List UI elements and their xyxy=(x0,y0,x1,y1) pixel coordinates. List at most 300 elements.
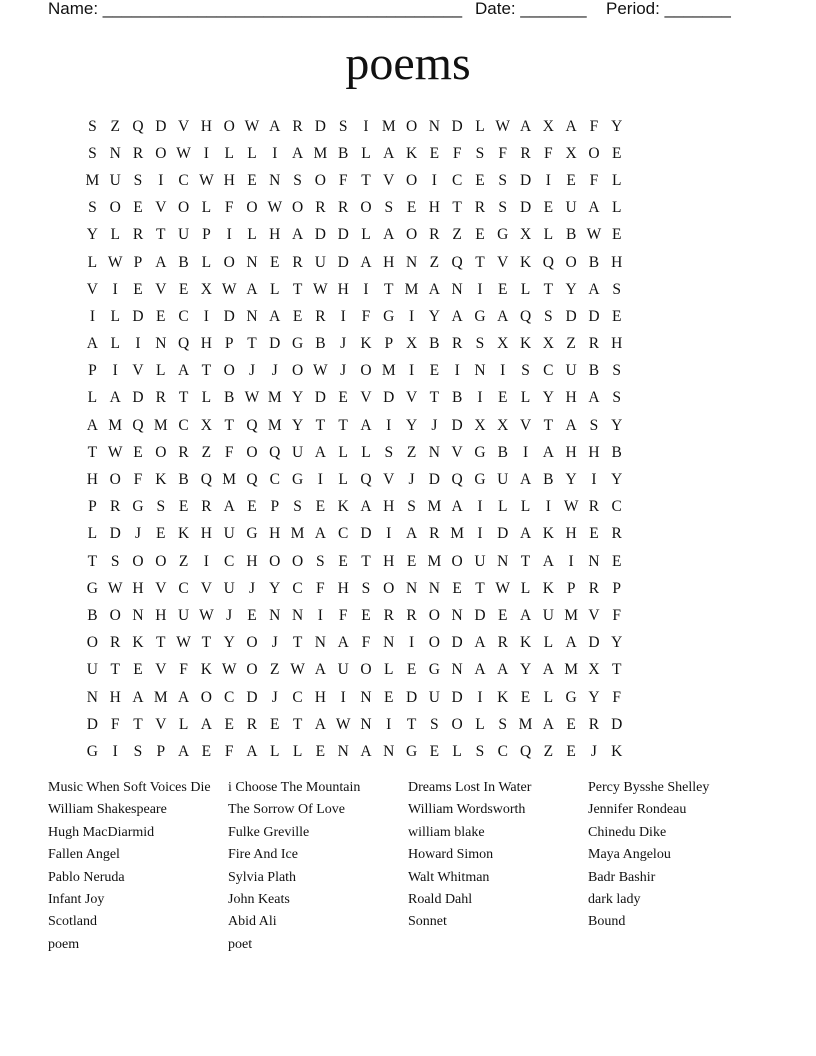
grid-letter: J xyxy=(340,335,347,353)
grid-letter: N xyxy=(428,579,440,597)
grid-letter: L xyxy=(270,742,280,760)
grid-letter: R xyxy=(429,226,440,244)
grid-letter: W xyxy=(267,199,283,217)
grid-letter: W xyxy=(563,498,579,516)
grid-letter: E xyxy=(498,606,508,624)
grid-letter: S xyxy=(612,362,622,380)
grid-letter: E xyxy=(247,606,257,624)
grid-letter: S xyxy=(544,307,553,325)
grid-letter: Q xyxy=(542,253,554,271)
grid-letter: R xyxy=(474,199,486,217)
grid-letter: D xyxy=(337,226,349,244)
grid-letter: S xyxy=(338,117,348,135)
grid-letter: H xyxy=(132,579,144,597)
grid-letter: F xyxy=(612,606,622,624)
grid-letter: N xyxy=(383,634,395,652)
grid-letter: I xyxy=(317,471,323,489)
grid-letter: H xyxy=(314,688,326,706)
grid-letter: M xyxy=(267,416,282,434)
grid-letter: J xyxy=(271,362,278,380)
grid-letter: Z xyxy=(178,552,189,570)
grid-letter: O xyxy=(246,199,258,217)
grid-letter: J xyxy=(340,362,347,380)
grid-letter: Y xyxy=(611,416,623,434)
grid-letter: D xyxy=(565,307,577,325)
grid-letter: R xyxy=(315,199,326,217)
grid-letter: Q xyxy=(246,416,258,434)
grid-letter: F xyxy=(224,443,234,461)
word-list-column xyxy=(408,777,588,956)
grid-letter: X xyxy=(200,280,212,298)
grid-letter: C xyxy=(497,742,508,760)
grid-letter: I xyxy=(522,443,529,461)
grid-letter: U xyxy=(223,525,235,543)
grid-letter: W xyxy=(221,280,237,298)
grid-letter: O xyxy=(405,117,418,135)
grid-letter: E xyxy=(270,715,280,733)
grid-letter: J xyxy=(590,742,597,760)
grid-letter: Q xyxy=(177,335,190,353)
grid-letter: T xyxy=(475,579,485,597)
word-list-item: Fulke Greville xyxy=(228,824,310,840)
grid-letter: O xyxy=(177,199,190,217)
grid-letter: B xyxy=(429,335,440,353)
grid-letter: M xyxy=(381,117,396,135)
grid-row xyxy=(81,684,742,711)
grid-letter: A xyxy=(542,443,554,461)
word-list-item: Chinedu Dike xyxy=(588,824,667,840)
grid-row xyxy=(81,167,742,194)
grid-letter: S xyxy=(475,742,485,760)
grid-letter: S xyxy=(156,498,166,516)
grid-letter: O xyxy=(451,715,463,733)
grid-letter: O xyxy=(405,226,418,244)
grid-letter: N xyxy=(246,307,258,325)
grid-letter: A xyxy=(86,416,98,434)
grid-letter: D xyxy=(611,715,623,733)
grid-letter: M xyxy=(108,416,123,434)
grid-letter: O xyxy=(223,117,235,135)
grid-letter: G xyxy=(474,443,486,461)
grid-letter: M xyxy=(290,525,305,543)
grid-letter: U xyxy=(497,471,509,489)
grid-letter: O xyxy=(246,443,258,461)
grid-letter: U xyxy=(565,362,577,380)
grid-letter: A xyxy=(383,226,395,244)
grid-letter: T xyxy=(338,416,348,434)
grid-letter: O xyxy=(383,579,395,597)
grid-row xyxy=(81,358,742,385)
word-list-item: william blake xyxy=(408,824,485,840)
grid-letter: X xyxy=(200,416,212,434)
grid-letter: Q xyxy=(451,253,463,271)
grid-letter: I xyxy=(340,307,346,325)
grid-letter: X xyxy=(497,335,509,353)
grid-letter: A xyxy=(428,280,440,298)
grid-letter: E xyxy=(224,715,234,733)
grid-letter: I xyxy=(112,362,118,380)
grid-row xyxy=(81,222,742,249)
grid-letter: O xyxy=(314,171,326,189)
grid-letter: D xyxy=(132,307,144,325)
grid-letter: S xyxy=(612,280,622,298)
grid-letter: A xyxy=(223,498,235,516)
grid-letter: D xyxy=(337,253,349,271)
grid-letter: L xyxy=(270,280,280,298)
grid-letter: D xyxy=(109,525,121,543)
grid-letter: G xyxy=(474,471,486,489)
grid-letter: D xyxy=(360,525,372,543)
grid-letter: V xyxy=(155,715,167,733)
grid-letter: S xyxy=(612,389,622,407)
grid-letter: X xyxy=(497,416,509,434)
grid-letter: O xyxy=(291,199,304,217)
grid-letter: Q xyxy=(269,443,281,461)
word-list-item: John Keats xyxy=(228,892,290,908)
grid-letter: F xyxy=(133,471,143,489)
grid-letter: O xyxy=(246,634,258,652)
grid-letter: U xyxy=(337,661,349,679)
grid-letter: W xyxy=(199,171,214,189)
grid-letter: A xyxy=(132,688,144,706)
grid-letter: D xyxy=(383,389,395,407)
word-list-item: Abid Ali xyxy=(228,914,277,930)
grid-row xyxy=(81,630,742,657)
grid-letter: G xyxy=(246,525,258,543)
word-list-item: i Choose The Mountain xyxy=(228,780,361,795)
grid-letter: O xyxy=(360,661,372,679)
grid-letter: F xyxy=(452,144,462,162)
word-list-column xyxy=(48,777,228,956)
grid-letter: L xyxy=(247,144,257,162)
grid-letter: S xyxy=(384,199,394,217)
grid-letter: V xyxy=(155,661,167,679)
grid-letter: E xyxy=(611,552,622,570)
grid-letter: M xyxy=(450,525,465,543)
grid-letter: A xyxy=(360,416,372,434)
grid-letter: Q xyxy=(519,307,532,325)
grid-letter: Q xyxy=(246,471,258,489)
grid-letter: W xyxy=(107,443,123,461)
grid-letter: I xyxy=(226,226,232,244)
worksheet-header xyxy=(0,0,816,20)
grid-letter: I xyxy=(477,525,483,543)
grid-letter: O xyxy=(360,362,372,380)
grid-letter: E xyxy=(338,389,348,407)
grid-letter: N xyxy=(405,579,418,597)
grid-letter: I xyxy=(545,171,551,189)
grid-letter: A xyxy=(337,634,349,652)
grid-letter: D xyxy=(588,307,600,325)
grid-letter: I xyxy=(454,362,460,380)
grid-letter: E xyxy=(406,199,417,217)
grid-letter: T xyxy=(543,280,554,298)
grid-letter: E xyxy=(133,661,143,679)
grid-letter: F xyxy=(316,579,325,597)
grid-letter: M xyxy=(313,144,328,162)
grid-letter: S xyxy=(475,144,485,162)
grid-letter: A xyxy=(360,742,372,760)
grid-letter: V xyxy=(383,171,395,189)
grid-letter: R xyxy=(406,606,417,624)
grid-letter: H xyxy=(109,688,121,706)
grid-letter: V xyxy=(177,117,190,135)
grid-letter: D xyxy=(588,634,600,652)
grid-letter: O xyxy=(200,688,212,706)
grid-letter: A xyxy=(542,661,554,679)
grid-letter: E xyxy=(498,389,508,407)
grid-letter: A xyxy=(269,117,281,135)
grid-letter: E xyxy=(247,171,257,189)
name-field-label: Name: ______________________________________ xyxy=(48,0,463,18)
grid-letter: I xyxy=(477,498,483,516)
grid-letter: D xyxy=(428,471,440,489)
grid-letter: H xyxy=(611,335,623,353)
grid-letter: C xyxy=(178,171,189,189)
grid-letter: Q xyxy=(132,416,144,434)
grid-letter: R xyxy=(110,498,121,516)
grid-letter: V xyxy=(588,606,600,624)
grid-letter: E xyxy=(429,362,440,380)
grid-letter: D xyxy=(451,416,463,434)
grid-row xyxy=(81,602,742,629)
grid-letter: I xyxy=(112,742,118,760)
word-list-item: poem xyxy=(48,936,80,952)
grid-letter: T xyxy=(87,552,98,570)
grid-letter: I xyxy=(545,498,551,516)
grid-letter: E xyxy=(498,280,508,298)
grid-letter: T xyxy=(406,715,417,733)
grid-row xyxy=(81,521,742,548)
grid-letter: J xyxy=(226,606,233,624)
grid-letter: H xyxy=(611,253,623,271)
grid-letter: K xyxy=(497,688,509,706)
grid-letter: B xyxy=(87,606,98,624)
grid-letter: D xyxy=(519,199,532,217)
grid-letter: L xyxy=(361,144,371,162)
grid-letter: K xyxy=(360,335,372,353)
grid-letter: H xyxy=(337,280,349,298)
grid-letter: S xyxy=(316,552,325,570)
grid-letter: V xyxy=(155,280,167,298)
grid-letter: O xyxy=(109,606,121,624)
grid-letter: F xyxy=(224,742,234,760)
grid-letter: L xyxy=(520,498,531,516)
grid-letter: I xyxy=(203,144,209,162)
grid-letter: B xyxy=(178,253,189,271)
grid-letter: L xyxy=(201,389,212,407)
grid-letter: T xyxy=(315,416,326,434)
grid-letter: E xyxy=(566,715,576,733)
grid-row xyxy=(81,657,742,684)
grid-letter: S xyxy=(88,117,97,135)
grid-letter: H xyxy=(86,471,98,489)
grid-letter: R xyxy=(520,144,531,162)
grid-letter: Q xyxy=(360,471,372,489)
grid-letter: T xyxy=(201,634,212,652)
word-list-item: Music When Soft Voices Die xyxy=(48,780,211,795)
grid-letter: I xyxy=(500,362,506,380)
grid-letter: U xyxy=(177,226,190,244)
grid-letter: R xyxy=(451,335,463,353)
grid-row xyxy=(81,140,742,167)
grid-letter: C xyxy=(224,552,235,570)
grid-letter: V xyxy=(200,579,212,597)
grid-letter: P xyxy=(384,335,394,353)
grid-letter: C xyxy=(611,498,622,516)
grid-letter: F xyxy=(179,661,188,679)
grid-letter: W xyxy=(176,144,191,162)
grid-letter: X xyxy=(588,661,600,679)
grid-letter: J xyxy=(248,579,255,597)
word-list-item: Fallen Angel xyxy=(48,847,120,863)
grid-letter: A xyxy=(177,688,190,706)
grid-letter: T xyxy=(87,443,98,461)
grid-letter: L xyxy=(338,471,348,489)
word-list-item: Dreams Lost In Water xyxy=(408,780,532,795)
grid-letter: E xyxy=(520,688,531,706)
grid-letter: D xyxy=(451,117,463,135)
grid-letter: O xyxy=(223,362,235,380)
grid-letter: A xyxy=(383,144,395,162)
grid-letter: J xyxy=(134,525,142,543)
grid-letter: S xyxy=(361,579,371,597)
grid-letter: O xyxy=(291,362,304,380)
grid-letter: X xyxy=(519,226,532,244)
grid-letter: E xyxy=(292,307,303,325)
grid-letter: I xyxy=(408,307,415,325)
grid-letter: R xyxy=(201,498,212,516)
grid-letter: I xyxy=(477,280,483,298)
grid-letter: N xyxy=(360,715,372,733)
grid-letter: O xyxy=(451,552,463,570)
grid-letter: L xyxy=(611,199,622,217)
grid-letter: C xyxy=(292,688,303,706)
grid-letter: W xyxy=(313,280,328,298)
grid-letter: D xyxy=(86,715,98,733)
grid-letter: D xyxy=(223,307,235,325)
grid-row xyxy=(81,738,742,765)
grid-letter: L xyxy=(87,253,98,271)
grid-letter: E xyxy=(201,742,212,760)
grid-letter: I xyxy=(591,471,597,489)
grid-letter: H xyxy=(565,525,577,543)
grid-letter: L xyxy=(543,226,554,244)
grid-letter: A xyxy=(269,307,281,325)
grid-letter: T xyxy=(611,661,622,679)
grid-letter: M xyxy=(564,661,579,679)
grid-letter: T xyxy=(520,552,531,570)
word-list-item: Sylvia Plath xyxy=(228,869,297,885)
grid-letter: E xyxy=(566,171,576,189)
grid-letter: R xyxy=(497,634,508,652)
grid-letter: L xyxy=(156,362,166,380)
grid-letter: T xyxy=(224,416,234,434)
grid-letter: A xyxy=(519,525,532,543)
word-list-item: Pablo Neruda xyxy=(48,869,125,885)
grid-letter: R xyxy=(155,389,166,407)
grid-letter: N xyxy=(109,144,121,162)
grid-letter: G xyxy=(86,742,98,760)
grid-letter: X xyxy=(405,335,418,353)
grid-letter: L xyxy=(201,253,212,271)
grid-letter: Z xyxy=(406,443,417,461)
grid-row xyxy=(81,494,742,521)
grid-letter: S xyxy=(589,416,599,434)
grid-letter: L xyxy=(520,280,531,298)
grid-letter: A xyxy=(155,253,167,271)
grid-letter: R xyxy=(315,307,326,325)
grid-letter: O xyxy=(155,443,167,461)
grid-letter: A xyxy=(588,280,600,298)
grid-letter: C xyxy=(178,307,189,325)
grid-letter: I xyxy=(477,389,483,407)
grid-letter: E xyxy=(475,226,485,244)
grid-letter: T xyxy=(384,280,394,298)
grid-letter: D xyxy=(269,335,281,353)
grid-letter: C xyxy=(451,171,463,189)
grid-letter: B xyxy=(315,335,326,353)
grid-letter: Q xyxy=(132,117,144,135)
grid-letter: O xyxy=(109,199,121,217)
grid-letter: L xyxy=(361,226,371,244)
grid-letter: A xyxy=(109,389,121,407)
grid-letter: S xyxy=(430,715,439,733)
grid-letter: T xyxy=(452,199,462,217)
grid-letter: A xyxy=(588,389,600,407)
grid-letter: A xyxy=(451,498,463,516)
grid-letter: S xyxy=(110,552,120,570)
grid-letter: I xyxy=(203,552,209,570)
grid-letter: R xyxy=(337,199,349,217)
grid-letter: B xyxy=(565,226,577,244)
word-list-item: The Sorrow Of Love xyxy=(228,802,346,818)
grid-letter: N xyxy=(86,688,98,706)
grid-letter: D xyxy=(314,389,326,407)
grid-letter: L xyxy=(520,389,531,407)
grid-letter: K xyxy=(542,579,554,597)
grid-letter: N xyxy=(588,552,600,570)
word-list-item: William Shakespeare xyxy=(48,802,167,818)
grid-letter: D xyxy=(405,688,418,706)
grid-row xyxy=(81,439,742,466)
grid-letter: R xyxy=(588,335,600,353)
grid-letter: M xyxy=(427,498,442,516)
grid-letter: T xyxy=(475,253,485,271)
grid-letter: K xyxy=(519,335,532,353)
grid-letter: F xyxy=(589,117,599,135)
grid-letter: R xyxy=(246,715,258,733)
grid-letter: E xyxy=(566,742,576,760)
grid-letter: A xyxy=(519,117,532,135)
grid-letter: L xyxy=(475,715,485,733)
grid-letter: O xyxy=(109,471,121,489)
grid-letter: S xyxy=(384,443,394,461)
grid-letter: A xyxy=(177,362,190,380)
grid-letter: E xyxy=(589,525,599,543)
grid-letter: C xyxy=(543,362,554,380)
grid-row xyxy=(81,412,742,439)
grid-letter: I xyxy=(158,171,164,189)
grid-letter: I xyxy=(363,280,369,298)
grid-letter: O xyxy=(155,144,167,162)
grid-letter: H xyxy=(269,525,281,543)
grid-letter: V xyxy=(383,471,395,489)
word-search-grid xyxy=(81,113,742,766)
grid-letter: R xyxy=(132,226,144,244)
grid-letter: I xyxy=(340,688,346,706)
grid-letter: A xyxy=(519,471,532,489)
